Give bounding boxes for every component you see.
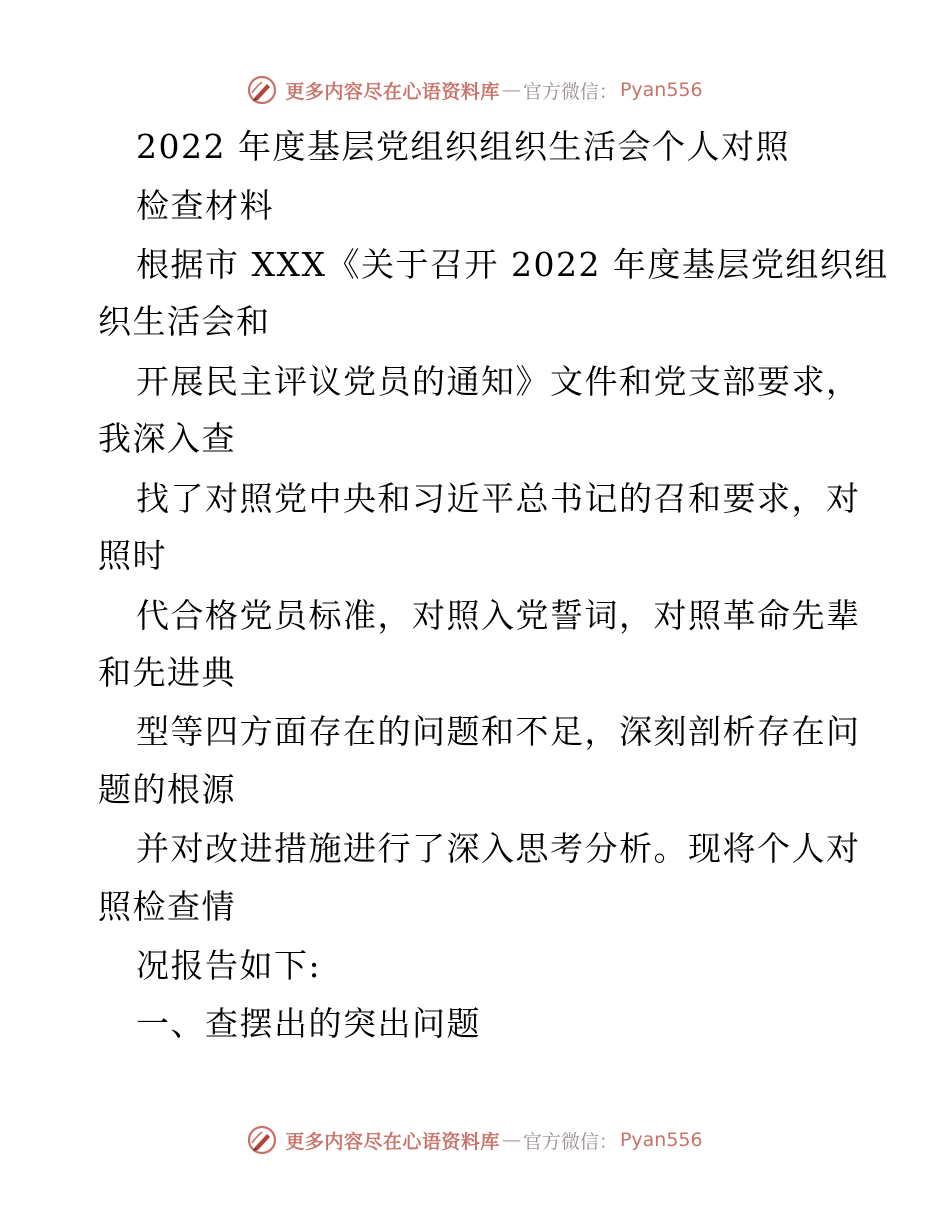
footer-watermark: [0, 1120, 950, 1160]
watermark-main-text: 更多内容尽在心语资料库: [285, 80, 500, 103]
watermark-wechat-id: Pyan556: [619, 79, 703, 101]
pen-logo-icon: [247, 75, 277, 105]
doc-line: 代合格党员标准，对照入党誓词，对照革命先辈: [136, 596, 861, 635]
section-heading: 一、查摆出的突出问题: [136, 1004, 481, 1043]
doc-line: 我深入查: [98, 419, 236, 458]
header-watermark: [0, 70, 950, 110]
doc-line: 开展民主评议党员的通知》文件和党支部要求，: [136, 362, 861, 401]
doc-line: 根据市 XXX《关于召开 2022 年度基层党组织组: [136, 245, 889, 284]
doc-line: 并对改进措施进行了深入思考分析。现将个人对: [136, 829, 861, 868]
doc-line: 和先进典: [98, 653, 236, 692]
watermark-dash: —: [501, 79, 521, 101]
doc-line: 况报告如下:: [136, 946, 322, 985]
watermark-label: 官方微信：: [522, 80, 618, 103]
doc-line: 织生活会和: [98, 302, 271, 341]
doc-title-line-1: 2022 年度基层党组织组织生活会个人对照: [136, 127, 790, 166]
doc-title-line-2: 检查材料: [136, 186, 274, 225]
doc-line: 找了对照党中央和习近平总书记的召和要求，对: [136, 479, 861, 518]
watermark-main-text: 更多内容尽在心语资料库: [285, 1130, 500, 1153]
pen-logo-icon: [247, 1125, 277, 1155]
doc-line: 型等四方面存在的问题和不足，深刻剖析存在问: [136, 712, 861, 751]
watermark-wechat-id: Pyan556: [619, 1129, 703, 1151]
watermark-dash: —: [501, 1129, 521, 1151]
doc-line: 照时: [98, 536, 167, 575]
watermark-label: 官方微信：: [522, 1130, 618, 1153]
doc-line: 照检查情: [98, 887, 236, 926]
doc-line: 题的根源: [98, 770, 236, 809]
